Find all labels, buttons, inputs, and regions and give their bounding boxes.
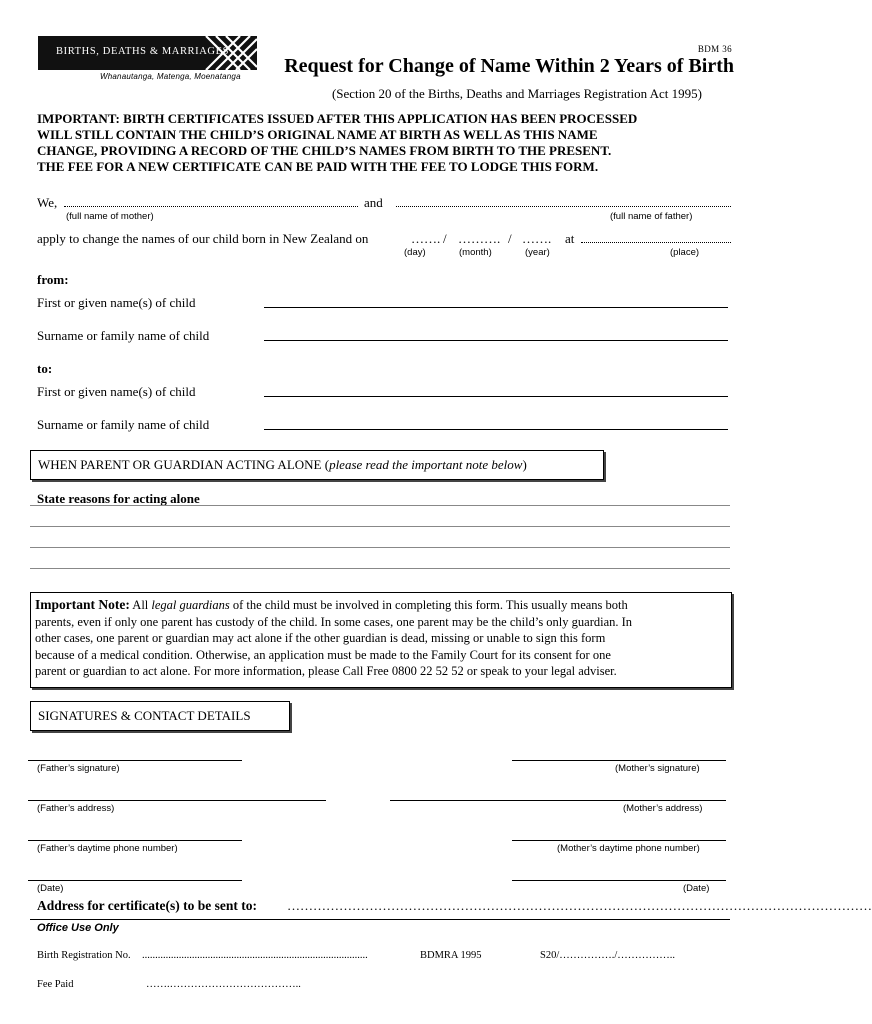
mother-name-label: (full name of mother) bbox=[66, 211, 154, 222]
note-line: parents, even if only one parent has custody of the child. In some cases, one parent may be the child’s only guardian. In bbox=[35, 614, 633, 629]
apply-text: apply to change the names of our child born in New Zealand on bbox=[37, 231, 369, 246]
to-surname-label: Surname or family name of child bbox=[37, 417, 210, 432]
to-first-name-label: First or given name(s) of child bbox=[37, 384, 196, 399]
father-address-field[interactable] bbox=[28, 800, 326, 801]
from-surname-label: Surname or family name of child bbox=[37, 328, 210, 343]
year-label: (year) bbox=[525, 247, 550, 258]
mother-address-field[interactable] bbox=[390, 800, 726, 801]
place-field[interactable] bbox=[581, 242, 731, 243]
father-address-label: (Father’s address) bbox=[37, 803, 115, 814]
year-field[interactable]: ……. bbox=[522, 231, 552, 246]
mother-phone-label: (Mother’s daytime phone number) bbox=[557, 843, 700, 854]
date-separator: / bbox=[443, 231, 447, 246]
reasons-line[interactable] bbox=[30, 526, 730, 527]
fee-paid-label: Fee Paid bbox=[37, 979, 74, 990]
at-label: at bbox=[565, 231, 575, 246]
mother-phone-field[interactable] bbox=[512, 840, 726, 841]
note-italic: legal guardians bbox=[151, 598, 230, 612]
mother-signature-label: (Mother’s signature) bbox=[615, 763, 700, 774]
from-first-name-label: First or given name(s) of child bbox=[37, 295, 196, 310]
father-signature-field[interactable] bbox=[28, 760, 242, 761]
note-line: other cases, one parent or guardian may act alone if the other guardian is dead, missing or unable to sign this form bbox=[35, 631, 606, 645]
woven-pattern-icon bbox=[206, 36, 257, 70]
form-number: BDM 36 bbox=[697, 44, 732, 54]
father-phone-label: (Father’s daytime phone number) bbox=[37, 843, 178, 854]
note-line: because of a medical condition. Otherwise, an application must be made to the Family Court for its consent for one bbox=[35, 647, 611, 662]
to-first-name-field[interactable] bbox=[264, 396, 728, 397]
logo-subtitle: Whanautanga, Matenga, Moenatanga bbox=[100, 72, 241, 81]
note-fragment: All bbox=[129, 598, 152, 612]
mother-date-label: (Date) bbox=[683, 883, 710, 894]
reasons-line[interactable] bbox=[30, 547, 730, 548]
reasons-line[interactable] bbox=[30, 568, 730, 569]
certificate-address-field[interactable]: ……………………………………………………………………………………………………………………… bbox=[287, 898, 872, 913]
to-surname-field[interactable] bbox=[264, 429, 728, 430]
bdmra-label: BDMRA 1995 bbox=[420, 950, 482, 961]
father-name-label: (full name of father) bbox=[610, 211, 693, 222]
note-fragment: of the child must be involved in completing this form. This usually means both bbox=[229, 598, 628, 612]
place-label: (place) bbox=[670, 247, 700, 258]
month-field[interactable]: ………. bbox=[458, 231, 501, 246]
bdm-logo bbox=[38, 36, 257, 70]
acting-alone-text: WHEN PARENT OR GUARDIAN ACTING ALONE ( bbox=[38, 457, 330, 472]
day-field[interactable]: ……. bbox=[411, 231, 441, 246]
acting-alone-italic: please read the important note below bbox=[329, 457, 523, 472]
mother-signature-field[interactable] bbox=[512, 760, 726, 761]
reasons-line[interactable] bbox=[30, 505, 730, 506]
certificate-address-label: Address for certificate(s) to be sent to: bbox=[37, 898, 257, 913]
important-line: CHANGE, PROVIDING A RECORD OF THE CHILD’S NAMES FROM BIRTH TO THE PRESENT. bbox=[37, 143, 612, 158]
signatures-heading: SIGNATURES & CONTACT DETAILS bbox=[38, 708, 251, 723]
logo-text: BIRTHS, DEATHS & MARRIAGES bbox=[56, 46, 230, 57]
reasons-label: State reasons for acting alone bbox=[37, 491, 200, 506]
birth-registration-field[interactable]: ...................................................................................... bbox=[142, 950, 368, 961]
divider bbox=[30, 919, 730, 920]
from-heading: from: bbox=[37, 272, 69, 287]
note-line: parent or guardian to act alone. For more information, please Call Free 0800 22 52 52 or speak to your legal adviser. bbox=[35, 664, 617, 678]
acting-alone-heading bbox=[38, 457, 527, 473]
father-name-field[interactable] bbox=[396, 206, 731, 207]
important-line: WILL STILL CONTAIN THE CHILD’S ORIGINAL NAME AT BIRTH AS WELL AS THIS NAME bbox=[37, 127, 598, 142]
important-note-text bbox=[35, 597, 727, 680]
note-bold: Important Note: bbox=[35, 597, 130, 612]
from-first-name-field[interactable] bbox=[264, 307, 728, 308]
page-subtitle: (Section 20 of the Births, Deaths and Marriages Registration Act 1995) bbox=[331, 86, 702, 101]
fee-paid-field[interactable]: …….……………………………….. bbox=[146, 979, 301, 990]
father-date-field[interactable] bbox=[28, 880, 242, 881]
from-surname-field[interactable] bbox=[264, 340, 728, 341]
father-signature-label: (Father’s signature) bbox=[37, 763, 120, 774]
office-use-heading: Office Use Only bbox=[37, 922, 119, 934]
important-line: IMPORTANT: BIRTH CERTIFICATES ISSUED AFTER THIS APPLICATION HAS BEEN PROCESSED bbox=[37, 111, 638, 126]
month-label: (month) bbox=[459, 247, 492, 258]
acting-alone-close: ) bbox=[522, 457, 527, 472]
mother-name-field[interactable] bbox=[64, 206, 358, 207]
note-line bbox=[35, 597, 727, 614]
father-date-label: (Date) bbox=[37, 883, 64, 894]
mother-date-field[interactable] bbox=[512, 880, 726, 881]
page-title: Request for Change of Name Within 2 Years of Birth bbox=[284, 55, 734, 77]
important-notice bbox=[37, 111, 737, 175]
day-label: (day) bbox=[404, 247, 426, 258]
date-separator: / bbox=[508, 231, 512, 246]
important-line: THE FEE FOR A NEW CERTIFICATE CAN BE PAID WITH THE FEE TO LODGE THIS FORM. bbox=[37, 159, 599, 174]
birth-registration-label: Birth Registration No. bbox=[37, 950, 131, 961]
father-phone-field[interactable] bbox=[28, 840, 242, 841]
to-heading: to: bbox=[37, 361, 53, 376]
and-label: and bbox=[364, 195, 383, 210]
we-label: We, bbox=[37, 195, 58, 210]
s20-field[interactable]: S20/……………./…………….. bbox=[540, 950, 676, 961]
mother-address-label: (Mother’s address) bbox=[623, 803, 703, 814]
